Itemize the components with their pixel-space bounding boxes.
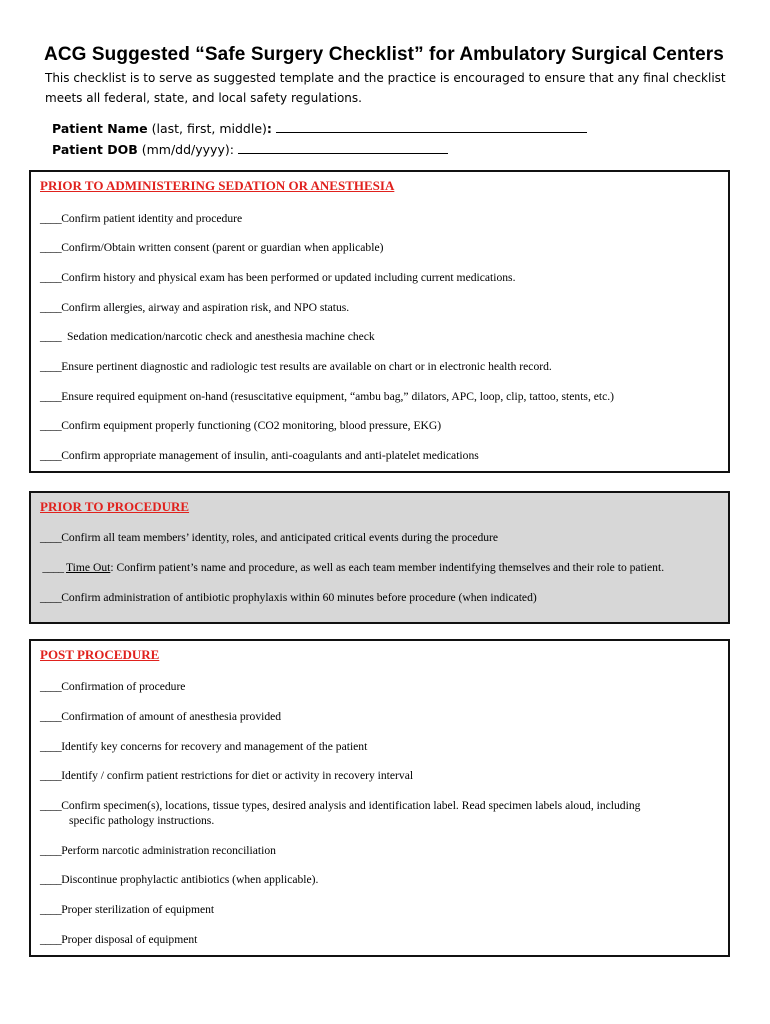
patient-dob-label: Patient DOB (52, 142, 138, 157)
checklist-item[interactable]: ____Confirm equipment properly functioning (CO2 monitoring, blood pressure, EKG) (40, 419, 442, 432)
checklist-item[interactable]: ____Identify key concerns for recovery and management of the patient (40, 740, 368, 753)
checklist-item[interactable]: ____Discontinue prophylactic antibiotics (when applicable). (40, 873, 319, 886)
checklist-item[interactable]: ____Confirm allergies, airway and aspiration risk, and NPO status. (40, 301, 350, 314)
checklist-item[interactable]: ____Ensure pertinent diagnostic and radiologic test results are available on chart or in electronic health record. (40, 360, 552, 373)
checklist-item[interactable]: ____Ensure required equipment on-hand (resuscitative equipment, “ambu bag,” dilators, APC, loop, clip, tattoo, stents, etc.) (40, 390, 615, 403)
checklist-item[interactable]: ____Confirm/Obtain written consent (parent or guardian when applicable) (40, 241, 384, 254)
checklist-item[interactable]: ____Perform narcotic administration reconciliation (40, 844, 276, 857)
intro-text: This checklist is to serve as suggested template and the practice is encouraged to ensure that any final checklist meets all federal, state, and local safety regulations. (45, 71, 726, 105)
checklist-item[interactable]: ____ Time Out: Confirm patient’s name and procedure, as well as each team member indentifying themselves and their role to patient. (40, 561, 665, 574)
checklist-item[interactable]: ____Confirm history and physical exam has been performed or updated including current medications. (40, 271, 516, 284)
section-heading: PRIOR TO ADMINISTERING SEDATION OR ANESTHESIA (40, 178, 395, 193)
checklist-item[interactable]: ____Identify / confirm patient restrictions for diet or activity in recovery interval (40, 769, 414, 782)
patient-name-label: Patient Name (52, 121, 148, 136)
patient-dob-field[interactable] (238, 141, 448, 154)
checklist-item[interactable]: ____Proper sterilization of equipment (40, 903, 215, 916)
time-out-label: Time Out (65, 561, 111, 574)
checklist-item[interactable]: ____Confirm all team members’ identity, roles, and anticipated critical events during the procedure (40, 531, 499, 544)
page-title: ACG Suggested “Safe Surgery Checklist” for Ambulatory Surgical Centers (44, 44, 724, 65)
section-pre-procedure (29, 491, 730, 624)
checklist-item[interactable]: ____Proper disposal of equipment (40, 933, 198, 946)
patient-name-hint: (last, first, middle) (147, 121, 267, 136)
checklist-item[interactable]: ____Confirm patient identity and procedure (40, 212, 243, 225)
patient-name-field[interactable] (276, 120, 587, 133)
patient-dob-hint: (mm/dd/yyyy): (137, 142, 234, 157)
checklist-item[interactable]: ____Confirm specimen(s), locations, tissue types, desired analysis and identification label. Read specimen labels aloud, including specific pathology instructions. (40, 799, 641, 827)
checklist-item[interactable]: ____ Sedation medication/narcotic check and anesthesia machine check (40, 330, 375, 343)
checklist-item[interactable]: ____Confirm appropriate management of insulin, anti-coagulants and anti-platelet medications (40, 449, 479, 462)
section-post-procedure (29, 639, 730, 957)
patient-name-line: Patient Name (last, first, middle): (52, 120, 587, 136)
checklist-item[interactable]: ____Confirmation of amount of anesthesia provided (40, 710, 282, 723)
section-pre-anesthesia (29, 170, 730, 473)
section-heading: PRIOR TO PROCEDURE (40, 499, 190, 514)
section-heading: POST PROCEDURE (40, 647, 160, 662)
checklist-item[interactable]: ____Confirm administration of antibiotic prophylaxis within 60 minutes before procedure (when indicated) (40, 591, 537, 604)
checklist-item[interactable]: ____Confirmation of procedure (40, 680, 186, 693)
patient-dob-line (52, 141, 448, 157)
